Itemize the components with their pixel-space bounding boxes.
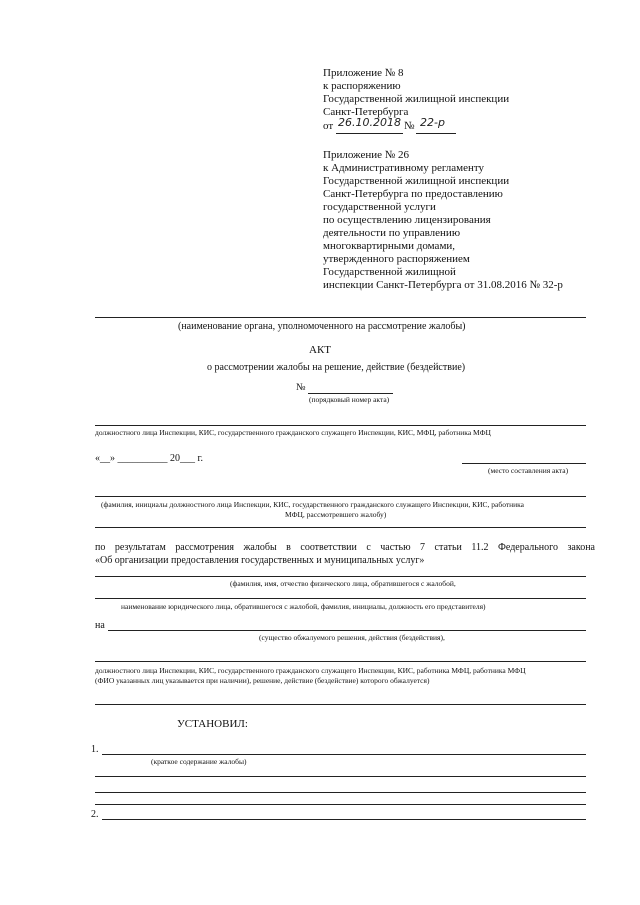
established-heading: УСТАНОВИЛ: [177, 718, 248, 730]
essence-line [108, 630, 586, 631]
appendix-8-date-line [336, 133, 403, 134]
place-caption: (место составления акта) [488, 466, 569, 475]
act-date-field: «__» __________ 20___ г. [95, 453, 203, 464]
appendix-26-line: государственной услуги [323, 201, 436, 213]
appendix-26-line: к Административному регламенту [323, 162, 485, 174]
official-2-caption-1: должностного лица Инспекции, КИС, государственного гражданского служащего Инспекции, КИС, работника МФЦ, работника МФЦ [95, 666, 526, 675]
appendix-8-date-handwritten: 26.10.2018 [338, 116, 401, 129]
appendix-8-title: Приложение № 8 [323, 67, 404, 79]
appendix-26-line: Приложение № 26 [323, 149, 410, 161]
item-2-number: 2. [91, 809, 99, 820]
official-name-line [95, 425, 586, 426]
appendix-8-date-prefix: от [323, 120, 334, 132]
item-1-line-4 [95, 804, 586, 805]
item-1-number: 1. [91, 744, 99, 755]
appendix-26-line: многоквартирными домами, [323, 240, 456, 252]
appendix-26-line: утвержденного распоряжением [323, 253, 470, 265]
act-title: АКТ [309, 344, 331, 356]
legal-entity-caption: наименование юридического лица, обратившегося с жалобой, фамилия, инициалы, должность его представителя) [121, 602, 486, 611]
appendix-26-line: Государственной жилищной [323, 266, 456, 278]
appendix-26-line: Санкт-Петербурга по предоставлению [323, 188, 503, 200]
act-number-caption: (порядковый номер акта) [309, 395, 390, 404]
physical-person-caption: (фамилия, имя, отчество физического лица, обратившегося с жалобой, [230, 579, 456, 588]
results-paragraph-line-2: «Об организации предоставления государственных и муниципальных услуг» [95, 555, 425, 566]
official-2-caption-2: (ФИО указанных лиц указывается при наличии), решение, действие (бездействие) которого обжалуется) [95, 676, 430, 685]
official-caption: должностного лица Инспекции, КИС, государственного гражданского служащего Инспекции, КИС, МФЦ, работника МФЦ [95, 428, 491, 437]
item-2-line [102, 819, 586, 820]
item-1-line [102, 754, 586, 755]
item-1-line-3 [95, 792, 586, 793]
official-2-line [95, 661, 586, 662]
organ-name-line [95, 317, 586, 318]
appendix-8-line3: Государственной жилищной инспекции [323, 93, 510, 105]
reviewer-fio-caption-2: МФЦ, рассмотревшего жалобу) [285, 510, 387, 519]
summary-caption: (краткое содержание жалобы) [151, 757, 247, 766]
item-1-line-2 [95, 776, 586, 777]
reviewer-fio-line-2 [95, 527, 586, 528]
act-subtitle: о рассмотрении жалобы на решение, действие (бездействие) [207, 362, 466, 373]
appendix-8-line4: Санкт-Петербурга [323, 106, 409, 118]
appendix-8-number-handwritten: 22-р [420, 116, 445, 129]
appendix-26-line: инспекции Санкт-Петербурга от 31.08.2016 № 32-р [323, 279, 563, 291]
reviewer-fio-line [95, 496, 586, 497]
physical-person-line [95, 576, 586, 577]
organ-name-caption: (наименование органа, уполномоченного на рассмотрение жалобы) [178, 321, 466, 332]
place-line [462, 463, 586, 464]
appendix-26-line: деятельности по управлению [323, 227, 461, 239]
official-2-line-2 [95, 704, 586, 705]
appendix-26-line: по осуществлению лицензирования [323, 214, 491, 226]
appendix-8-number-line [416, 133, 456, 134]
results-paragraph-line-1: по результатам рассмотрения жалобы в соответствии с частью 7 статьи 11.2 Федерального закона [95, 542, 595, 553]
essence-caption: (существо обжалуемого решения, действия (бездействия), [259, 633, 445, 642]
act-number-sign: № [296, 382, 306, 393]
appendix-26-line: Государственной жилищной инспекции [323, 175, 510, 187]
act-number-line [308, 393, 393, 394]
appendix-8-line2: к распоряжению [323, 80, 401, 92]
appendix-8-number-prefix: № [404, 120, 415, 132]
reviewer-fio-caption-1: (фамилия, инициалы должностного лица Инспекции, КИС, государственного гражданского служащего Инспекции, КИС, работника [101, 500, 525, 509]
on-label: на [95, 620, 105, 631]
legal-entity-line [95, 598, 586, 599]
